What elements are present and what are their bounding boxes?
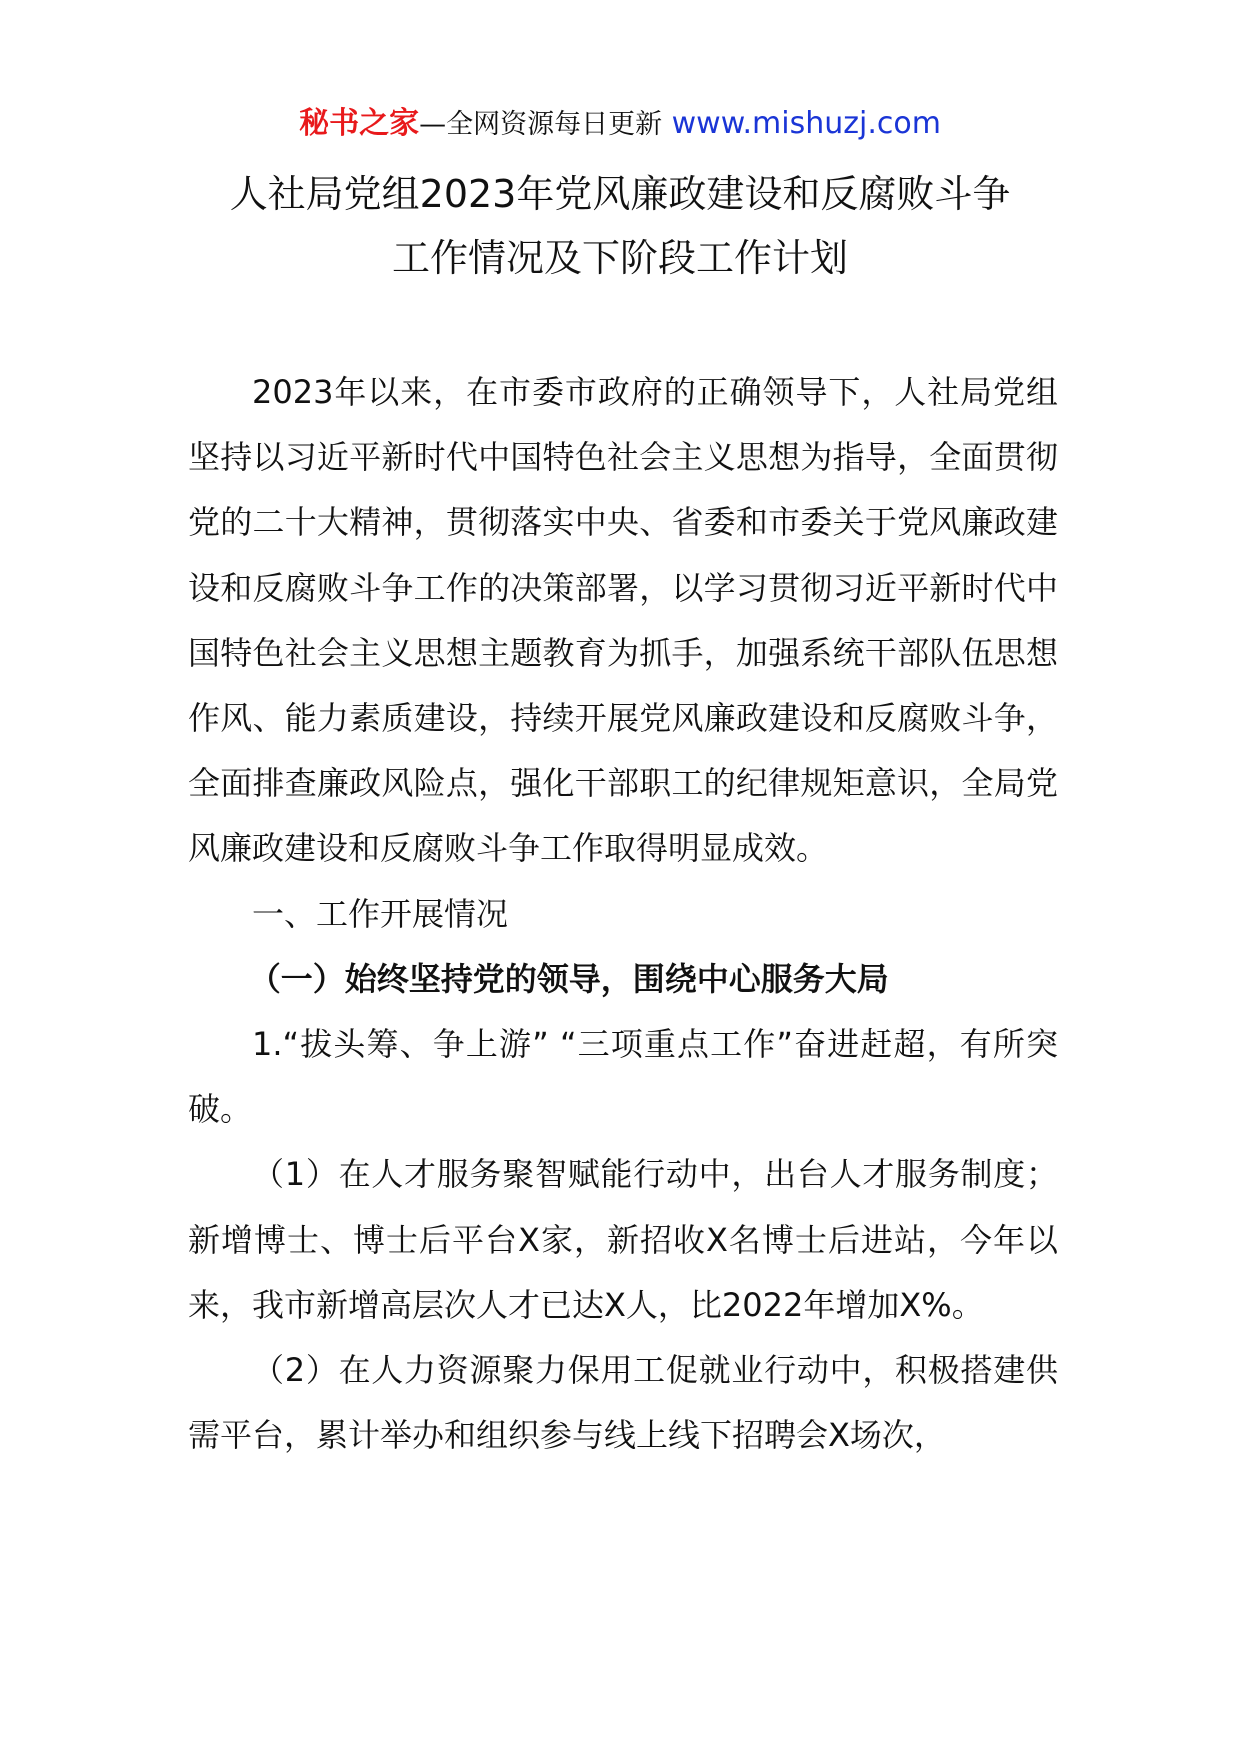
banner-slogan: —全网资源每日更新 bbox=[419, 109, 663, 140]
site-url[interactable]: www.mishuzj.com bbox=[671, 106, 941, 141]
brand-name: 秘书之家 bbox=[299, 106, 420, 141]
document-title-line-2: 工作情况及下阶段工作计划 bbox=[391, 236, 848, 280]
section-heading: 一、工作开展情况 bbox=[252, 894, 509, 933]
site-banner bbox=[0, 104, 1240, 145]
document-body bbox=[188, 360, 1058, 1468]
document-title-line-1: 人社局党组2023年党风廉政建设和反腐败斗争 bbox=[229, 172, 1011, 216]
body-paragraph: （1）在人才服务聚智赋能行动中，出台人才服务制度；新增博士、博士后平台X家，新招收X名博士后进站，今年以来，我市新增高层次人才已达X人，比2022年增加X%。 bbox=[188, 1155, 1058, 1324]
item-heading: 1.“拔头筹、争上游” “三项重点工作”奋进赶超，有所突破。 bbox=[188, 1025, 1058, 1129]
subsection-heading: （一）始终坚持党的领导，围绕中心服务大局 bbox=[248, 959, 889, 998]
body-paragraph: （2）在人力资源聚力保用工促就业行动中，积极搭建供需平台，累计举办和组织参与线上线下招聘会X场次， bbox=[188, 1351, 1058, 1455]
intro-paragraph: 2023年以来，在市委市政府的正确领导下，人社局党组坚持以习近平新时代中国特色社会主义思想为指导，全面贯彻党的二十大精神，贯彻落实中央、省委和市委关于党风廉政建设和反腐败斗争工作的决策部署，以学习贯彻习近平新时代中国特色社会主义思想主题教育为抓手，加强系统干部队伍思想作风、能力素质建设，持续开展党风廉政建设和反腐败斗争，全面排查廉政风险点，强化干部职工的纪律规矩意识，全局党风廉政建设和反腐败斗争工作取得明显成效。 bbox=[188, 373, 1058, 868]
